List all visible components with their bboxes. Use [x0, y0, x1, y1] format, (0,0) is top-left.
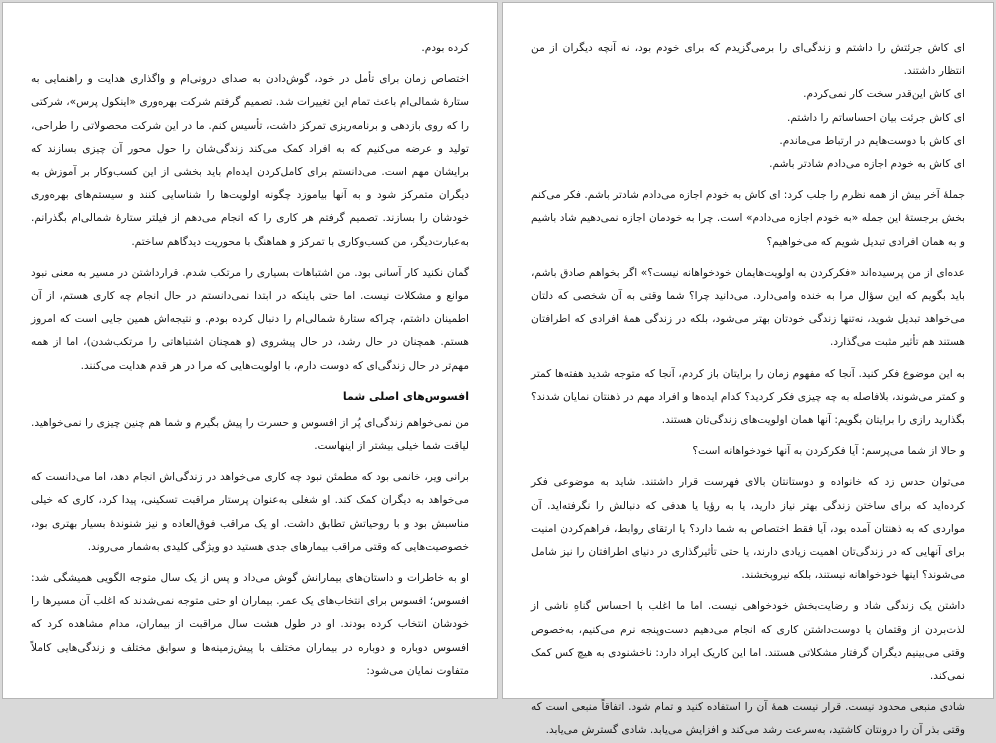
paragraph: و حالا از شما می‌پرسم: آیا فکرکردن به آنها خودخواهانه است؟: [692, 445, 965, 458]
paragraph: جملهٔ آخر بیش از همه نظرم را جلب کرد: ای کاش به خودم اجازه می‌دادم شادتر باشم. فکر می‌کنم بخش برجستهٔ این جمله «به خودم اجازه می‌دادم» است. چرا به خودمان اجازه نمی‌دهیم شاد باشیم و به همان افرادی تبدیل شویم که می‌خواهیم؟: [531, 189, 965, 248]
paragraph: به این موضوع فکر کنید. آنجا که مفهوم زمان را برایتان باز کردم، آنجا که متوجه شدید هفته‌ها کمتر و کمتر می‌شوند، بلافاصله به چه چیزی فکر کردید؟ کدام ایده‌ها و افراد مهم در ذهنتان نمایان شدند؟ بگذارید رازی را برایتان بگویم: آنها همان اولویت‌های زندگی‌تان هستند.: [531, 367, 965, 427]
regret-line: ای کاش این‌قدر سخت کار نمی‌کردم.: [803, 88, 965, 101]
regret-line: ای کاش جرئت بیان احساساتم را داشتم.: [786, 111, 965, 124]
paragraph: او به خاطرات و داستان‌های بیمارانش گوش می‌داد و پس از یک سال متوجه الگویی همیشگی شد: افسوس؛ افسوس برای انتخاب‌های یک عمر. بیماران او حتی متوجه نمی‌شدند که اغلب آن مسیرها را خودشان انتخاب کرده بودند. او در طول هشت سال مراقبت از بیماران، مدام مشاهده کرد که افسوس دوباره و دوباره در بیماران مختلف با پیش‌زمینه‌ها و سوابق مختلف و زندگی‌هایی کاملاً متفاوت نمایان می‌شود:: [31, 572, 469, 677]
paragraph: کرده بودم.: [421, 42, 469, 54]
right-page: [502, 2, 994, 737]
regret-line: ای کاش جرئتش را داشتم و زندگی‌ای را برمی‌گزیدم که برای خودم بود، نه آنچه دیگران از من انتظار داشتند.: [531, 42, 965, 78]
paragraph: شادی منبعی محدود نیست. قرار نیست همهٔ آن را استفاده کنید و تمام شود. اتفاقاً منبعی است که وقتی بذر آن را درونتان کاشتید، به‌سرعت رشد می‌کند و افزایش می‌یابد. شادی گسترش می‌یابد.: [531, 701, 965, 737]
paragraph: داشتن یک زندگی شاد و رضایت‌بخش خودخواهی نیست. اما ما اغلب با احساس گناهِ ناشی از لذت‌بردن از وقتمان یا دوست‌داشتن کاری که انجام می‌دهیم دست‌وپنجه نرم می‌کنیم، به‌خصوص وقتی می‌بینیم دیگران گرفتار مشکلاتی هستند. اما این کاریک ایراد دارد: ناخشنودی به هیچ کس کمک نمی‌کند.: [531, 600, 965, 683]
regret-line: ای کاش به خودم اجازه می‌دادم شادتر باشم.: [769, 158, 965, 171]
paragraph: عده‌ای از من پرسیده‌اند «فکرکردن به اولویت‌هایمان خودخواهانه نیست؟» اگر بخواهم صادق باشم، باید بگویم که این سؤال مرا به خنده وامی‌دارد. می‌دانید چرا؟ شما وقتی به آن شخصی که دلتان می‌خواهد تبدیل شوید، نه‌تنها زندگی خودتان بهتر می‌شود، بلکه در زندگی همهٔ افرادی که اطرافتان هستند هم تأثیر مثبت می‌گذارد.: [531, 266, 965, 349]
left-page: [2, 2, 498, 699]
paragraph: برانی ویر، خانمی بود که مطمئن نبود چه کاری می‌خواهد در زندگی‌اش انجام دهد، اما می‌دانست که می‌خواهد به دیگران کمک کند. او شغلی به‌عنوان پرستار مراقبت تسکینی، پیدا کرد، کاری که خیلی مناسبش بود و با روحیاتش تطابق داشت. او یک مراقب فوق‌العاده و نیز شنوندهٔ بسیار بهتری بود، خصوصیت‌هایی که وقتی مراقب بیمارهای جدی هستید دو ویژگی کلیدی به‌شمار می‌روند.: [31, 471, 469, 553]
paragraph: اختصاص زمان برای تأمل در خود، گوش‌دادن به صدای درونی‌ام و واگذاری هدایت و راهنمایی به ستارهٔ شمالی‌ام باعث تمام این تغییرات شد. تصمیم گرفتم شرکت بهره‌وری «اینکول پرس»، شرکتی را که روی بازدهی و برنامه‌ریزی تمرکز داشت، تأسیس کنم. ما در این شرکت محصولاتی را طراحی، تولید و عرضه می‌کنیم که به افراد کمک می‌کند زندگی‌شان را حول محور آن چیزی بسازند که برایشان مهم است. می‌دانستم برای کامل‌کردن ایده‌ام باید بخشی از این کسب‌وکار بر آموزش به دیگران متمرکز شود و به آنها بیاموزد چگونه اولویت‌ها را شناسایی کنند و سیستم‌های بهره‌وری خودشان را بسازند. تصمیم گرفتم هر کاری را که انجام می‌دهم از فیلتر ستارهٔ شمالی‌ام بگذرانم. به‌عبارت‌دیگر، من کسب‌وکاری با تمرکز و هماهنگ با محوریت دیدگاهم ساختم.: [31, 73, 469, 248]
section-heading: افسوس‌های اصلی شما: [342, 389, 469, 403]
paragraph: می‌توان حدس زد که خانواده و دوستانتان بالای فهرست قرار داشتند. شاید به موضوعی فکر کرده‌اید که برای ساختن زندگی بهتر نیاز دارید، یا به رؤیا یا هدفی که دنبالش را نگرفته‌اید. آن مواردی که به ذهنتان آمده بود، آیا فقط اختصاص به شما دارد؟ یا ارتقای روابط، فراهم‌کردن امنیت برای آنهایی که در زندگی‌تان اهمیت زیادی دارند، یا حتی تأثیرگذاری در دنیای اطرافتان را نیز شامل می‌شوند؟ اینها خودخواهانه نیستند، بلکه نیروبخشند.: [531, 476, 965, 582]
paragraph: من نمی‌خواهم زندگی‌ای پُر از افسوس و حسرت را پیش بگیرم و شما هم چنین چیزی را نمی‌خواهید. لیاقت شما خیلی بیشتر از اینهاست.: [31, 416, 469, 453]
paragraph: گمان نکنید کار آسانی بود. من اشتباهات بسیاری را مرتکب شدم. قرارداشتن در مسیر به معنی نبود موانع و مشکلات نیست. اما حتی باینکه در ابتدا نمی‌دانستم در حال انجام چه کاری هستم، از آن اطمینان داشتم، چراکه ستارهٔ شمالی‌ام را دنبال کرده بودم. و نتیجه‌اش همین جایی است که امروز هستم. همچنان در حال رشد، در حال پیشروی (و همچنان اشتباهاتی را مرتکب‌شدن)، اما از همه مهم‌تر در حال زندگی‌ای که دوست دارم، با اولویت‌هایی که مرا در هر قدم هدایت می‌کنند.: [31, 266, 469, 372]
regret-line: ای کاش با دوست‌هایم در ارتباط می‌ماندم.: [779, 134, 965, 147]
